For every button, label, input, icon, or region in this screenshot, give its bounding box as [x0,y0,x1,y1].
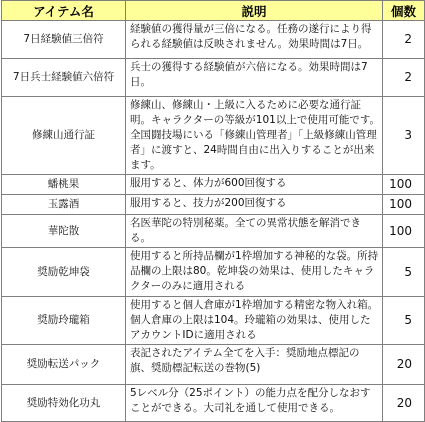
item-name-cell: 7日経験値三倍符 [2,21,126,59]
item-quantity-cell: 2 [383,59,425,97]
header-description: 説明 [126,1,383,21]
item-name-cell: 修練山通行証 [2,97,126,175]
item-name-cell: 7日兵士経験値六倍符 [2,59,126,97]
item-quantity-cell: 20 [383,385,425,422]
table-row [2,215,425,248]
item-description-cell: 使用すると個人倉庫が1枠増加する精密な物入れ箱。個人倉庫の上限は104。玲瓏箱の効果は、使用したアカウントIDに適用される [126,297,383,345]
item-description-cell: 兵士の獲得する経験値が六倍になる。効果時間は7日。 [126,59,383,97]
header-quantity: 個数 [383,1,425,21]
item-name-cell: 奨励乾坤袋 [2,248,126,297]
item-quantity-cell: 100 [383,175,425,195]
table-row [2,345,425,385]
table-row [2,248,425,297]
header-item-name: アイテム名 [2,1,126,21]
item-name-cell: 奨励特効化功丸 [2,385,126,422]
item-name-cell: 蟠桃果 [2,175,126,195]
item-name-cell: 玉露酒 [2,195,126,215]
item-description-cell: 経験値の獲得量が三倍になる。任務の遂行により得られる経験値は反映されません。効果時間は7日。 [126,21,383,59]
item-description-cell: 服用すると、体力が600回復する [126,175,383,195]
item-quantity-cell: 20 [383,345,425,385]
table-row [2,59,425,97]
item-quantity-cell: 5 [383,297,425,345]
item-description-cell: 服用すると、技力が200回復する [126,195,383,215]
item-quantity-cell: 100 [383,195,425,215]
table-row [2,21,425,59]
table-row [2,97,425,175]
table-row [2,195,425,215]
item-description-cell: 5レベル分（25ポイント）の能力点を配分しなおすことができる。大司礼を通して使用できる。 [126,385,383,422]
item-quantity-cell: 100 [383,215,425,248]
item-quantity-cell: 3 [383,97,425,175]
item-description-cell: 表記されたアイテム全てを入手：奨励地点標記の旗、奨励標記転送の巻物(5) [126,345,383,385]
item-description-cell: 修練山、修練山・上級に入るために必要な通行証明。キャラクターの等級が101以上で使用可能です。全国闘技場にいる「修練山管理者」「上級修練山管理者」に渡すと、24時間自由に出入りすることが出来ます。 [126,97,383,175]
item-description-cell: 使用すると所持品欄が1枠増加する神秘的な袋。所持品欄の上限は80。乾坤袋の効果は、使用したキャラクターのみに適用される [126,248,383,297]
item-quantity-cell: 2 [383,21,425,59]
item-table [1,0,425,422]
table-row [2,297,425,345]
table-header-row [2,1,425,21]
item-description-cell: 名医華陀の特別秘薬。全ての異常状態を解消できる。 [126,215,383,248]
item-quantity-cell: 5 [383,248,425,297]
table-row [2,175,425,195]
item-name-cell: 華陀散 [2,215,126,248]
table-row [2,385,425,422]
item-name-cell: 奨励玲瓏箱 [2,297,126,345]
item-name-cell: 奨励転送パック [2,345,126,385]
